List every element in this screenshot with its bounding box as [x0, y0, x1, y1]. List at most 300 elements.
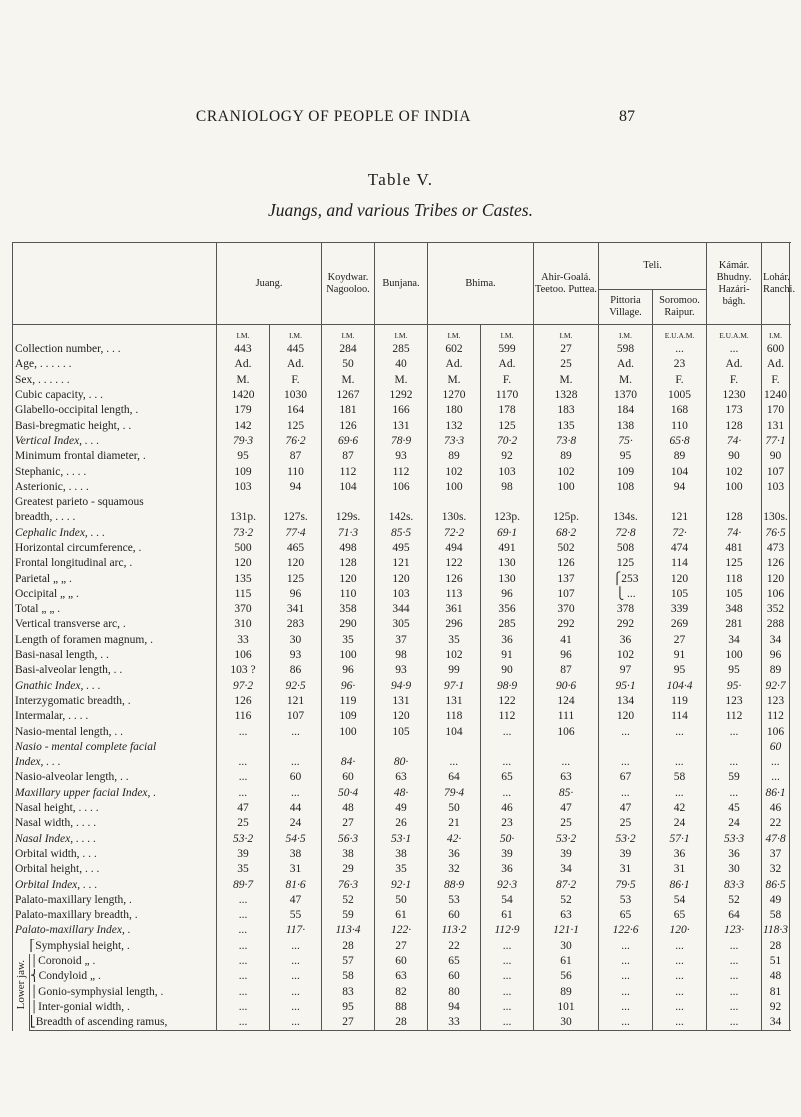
table-cell: 135	[217, 571, 270, 586]
table-cell: 65·8	[653, 434, 707, 449]
table-cell: ...	[599, 724, 653, 739]
table-cell: 47·8	[762, 832, 790, 847]
row-label: │Inter-gonial width, .	[30, 1000, 217, 1015]
table-cell: 63	[375, 770, 428, 785]
table-cell: ...	[270, 755, 322, 770]
table-cell	[707, 495, 762, 510]
table-cell: 91	[481, 648, 534, 663]
table-cell: 358	[322, 602, 375, 617]
table-cell: 53·3	[707, 832, 762, 847]
table-cell: 92	[762, 1000, 790, 1015]
table-cell: ...	[653, 724, 707, 739]
table-cell	[322, 740, 375, 755]
table-cell: 98	[375, 648, 428, 663]
table-cell: M.	[428, 373, 481, 388]
table-cell: ...	[762, 770, 790, 785]
table-cell: 60	[322, 770, 375, 785]
table-cell: 77·1	[762, 434, 790, 449]
table-cell: 42·	[428, 832, 481, 847]
table-cell: 30	[534, 1015, 599, 1031]
row-label	[13, 325, 217, 343]
table-cell: 173	[707, 403, 762, 418]
table-cell: ...	[217, 984, 270, 999]
table-cell: 58	[762, 908, 790, 923]
table-cell: 120	[270, 556, 322, 571]
table-cell: 53	[599, 893, 653, 908]
table-cell: 130s.	[428, 510, 481, 525]
row-label: │Coronoid „ .	[30, 954, 217, 969]
table-cell: 110	[322, 587, 375, 602]
table-cell: 370	[217, 602, 270, 617]
table-cell: 114	[653, 556, 707, 571]
table-cell: 56	[534, 969, 599, 984]
table-cell: 71·3	[322, 526, 375, 541]
table-cell: 131	[762, 418, 790, 433]
table-cell: ...	[534, 755, 599, 770]
table-cell: 283	[270, 617, 322, 632]
table-cell: 491	[481, 541, 534, 556]
table-cell: 500	[217, 541, 270, 556]
table-cell: 126	[217, 694, 270, 709]
table-cell: ...	[653, 1015, 707, 1031]
table-cell: 378	[599, 602, 653, 617]
table-cell: ...	[653, 954, 707, 969]
table-cell: 339	[653, 602, 707, 617]
table-cell: 112	[375, 464, 428, 479]
table-row	[13, 786, 790, 801]
table-cell: 63	[534, 770, 599, 785]
table-cell: ...	[707, 786, 762, 801]
table-cell: 72·	[653, 526, 707, 541]
table-cell: 65	[599, 908, 653, 923]
table-cell: 370	[534, 602, 599, 617]
table-row	[13, 571, 790, 586]
table-cell: Ad.	[762, 357, 790, 372]
table-cell: 92·3	[481, 877, 534, 892]
table-cell: ...	[481, 954, 534, 969]
table-cell: 65	[653, 908, 707, 923]
table-cell: 269	[653, 617, 707, 632]
table-cell: 125	[270, 418, 322, 433]
table-cell: 118	[428, 709, 481, 724]
table-cell: ...	[707, 724, 762, 739]
table-cell: 100	[534, 480, 599, 495]
table-cell: 305	[375, 617, 428, 632]
table-cell: 47	[534, 801, 599, 816]
table-cell: ...	[270, 984, 322, 999]
table-cell: 44	[270, 801, 322, 816]
table-cell: 123	[707, 694, 762, 709]
table-cell: 73·2	[217, 526, 270, 541]
table-cell: ...	[481, 1015, 534, 1031]
table-cell: ...	[270, 1015, 322, 1031]
table-cell	[428, 495, 481, 510]
table-cell: 70·2	[481, 434, 534, 449]
table-cell: 57·1	[653, 832, 707, 847]
table-cell: 32	[428, 862, 481, 877]
table-cell: 47	[599, 801, 653, 816]
table-cell: 72·2	[428, 526, 481, 541]
row-label: Nasal width, . . . .	[13, 816, 217, 831]
row-label: Glabello-occipital length, .	[13, 403, 217, 418]
table-cell: 30	[270, 633, 322, 648]
table-cell: 120	[653, 571, 707, 586]
table-cell: 82	[375, 984, 428, 999]
table-cell: 58	[653, 770, 707, 785]
table-cell: 38	[270, 847, 322, 862]
table-cell: 95	[707, 663, 762, 678]
table-cell: 126	[322, 418, 375, 433]
table-cell: ...	[217, 923, 270, 938]
table-cell: 117·	[270, 923, 322, 938]
table-cell: 95	[599, 449, 653, 464]
table-row	[13, 373, 790, 388]
table-cell: 598	[599, 342, 653, 357]
table-cell: 87	[322, 449, 375, 464]
table-cell: 39	[599, 847, 653, 862]
table-cell: ...	[653, 342, 707, 357]
table-cell: 95·	[707, 679, 762, 694]
table-cell: 76·2	[270, 434, 322, 449]
table-cell: 55	[270, 908, 322, 923]
table-cell: ...	[653, 1000, 707, 1015]
table-cell: 105	[653, 587, 707, 602]
jaw-row	[13, 1015, 790, 1031]
table-cell: ...	[481, 939, 534, 954]
table-cell: 126	[428, 571, 481, 586]
table-row	[13, 357, 790, 372]
table-cell: 39	[534, 847, 599, 862]
table-cell: 86	[270, 663, 322, 678]
table-row	[13, 418, 790, 433]
table-cell: 102	[428, 464, 481, 479]
table-cell: ...	[707, 984, 762, 999]
table-cell: 32	[762, 862, 790, 877]
table-cell: ...	[217, 969, 270, 984]
table-cell: ...	[599, 984, 653, 999]
table-cell: I.M.	[322, 325, 375, 343]
table-cell: 120	[375, 571, 428, 586]
table-cell	[217, 740, 270, 755]
table-cell: F.	[653, 373, 707, 388]
table-cell: 130s.	[762, 510, 790, 525]
table-cell: 87·2	[534, 877, 599, 892]
table-cell: 79·3	[217, 434, 270, 449]
table-cell: 36	[599, 633, 653, 648]
table-cell: ⎧253	[599, 571, 653, 586]
table-cell: ...	[599, 939, 653, 954]
table-cell: 42	[653, 801, 707, 816]
table-row	[13, 464, 790, 479]
table-cell: 92	[481, 449, 534, 464]
table-cell: 284	[322, 342, 375, 357]
table-cell: 47	[217, 801, 270, 816]
table-cell: 87	[270, 449, 322, 464]
table-cell: 24	[270, 816, 322, 831]
table-cell: 36	[707, 847, 762, 862]
table-cell: ...	[481, 755, 534, 770]
col-header-kamar: Kámár. Bhudny. Hazári-bágh.	[707, 243, 762, 325]
table-cell: 104·4	[653, 679, 707, 694]
table-cell: 105	[707, 587, 762, 602]
table-cell: 107	[270, 709, 322, 724]
table-cell: 125	[599, 556, 653, 571]
table-cell: 95·1	[599, 679, 653, 694]
row-label: Intermalar, . . . .	[13, 709, 217, 724]
table-cell: 95	[322, 1000, 375, 1015]
table-row	[13, 663, 790, 678]
table-cell: 128	[707, 510, 762, 525]
table-cell: 61	[375, 908, 428, 923]
row-label: Vertical Index, . . .	[13, 434, 217, 449]
table-cell: 24	[653, 816, 707, 831]
table-cell: 89	[428, 449, 481, 464]
table-cell: ...	[270, 1000, 322, 1015]
table-cell	[599, 740, 653, 755]
table-cell: 88·9	[428, 877, 481, 892]
table-cell: 102	[707, 464, 762, 479]
table-cell: 122·6	[599, 923, 653, 938]
table-cell: 106	[534, 724, 599, 739]
table-cell: 112	[707, 709, 762, 724]
table-cell: 1420	[217, 388, 270, 403]
table-cell: 131	[375, 418, 428, 433]
table-cell: M.	[375, 373, 428, 388]
table-cell	[534, 495, 599, 510]
table-cell: 79·5	[599, 877, 653, 892]
row-label: Length of foramen magnum, .	[13, 633, 217, 648]
table-cell: 90	[707, 449, 762, 464]
table-cell: 170	[762, 403, 790, 418]
table-cell: 94	[270, 480, 322, 495]
table-cell: 109	[599, 464, 653, 479]
table-cell: 23	[481, 816, 534, 831]
table-cell: 166	[375, 403, 428, 418]
table-cell: 90	[481, 663, 534, 678]
running-head	[72, 108, 635, 128]
table-cell: 109	[217, 464, 270, 479]
table-cell: 25	[534, 357, 599, 372]
table-cell: ...	[707, 342, 762, 357]
table-row	[13, 617, 790, 632]
table-row	[13, 541, 790, 556]
table-cell: 113·2	[428, 923, 481, 938]
table-cell: ...	[653, 969, 707, 984]
table-cell: 116	[217, 709, 270, 724]
table-cell: 97	[599, 663, 653, 678]
table-cell	[322, 495, 375, 510]
table-cell: 77·4	[270, 526, 322, 541]
table-cell: 120	[217, 556, 270, 571]
table-cell: 142s.	[375, 510, 428, 525]
col-header-ahir: Ahir-Goalá. Teetoo. Puttea.	[534, 243, 599, 325]
row-label: Basi-nasal length, . .	[13, 648, 217, 663]
table-cell: 1370	[599, 388, 653, 403]
table-cell: ...	[217, 1015, 270, 1031]
table-cell: ...	[217, 1000, 270, 1015]
row-label: Gnathic Index, . . .	[13, 679, 217, 694]
table-cell: 95	[653, 663, 707, 678]
table-cell: 131p.	[217, 510, 270, 525]
table-cell: 94	[653, 480, 707, 495]
table-row	[13, 388, 790, 403]
table-cell: 81·6	[270, 877, 322, 892]
table-cell: 96	[481, 587, 534, 602]
table-row	[13, 801, 790, 816]
col-header-teli-pittoria: Pittoria Village.	[599, 290, 653, 325]
header-corner	[13, 243, 217, 325]
table-cell: 27	[322, 816, 375, 831]
table-cell	[375, 495, 428, 510]
table-cell: 103	[762, 480, 790, 495]
table-row	[13, 648, 790, 663]
table-cell: 69·6	[322, 434, 375, 449]
row-label: Stephanic, . . . .	[13, 464, 217, 479]
table-cell: 361	[428, 602, 481, 617]
table-body	[13, 325, 790, 1031]
table-cell: Ad.	[217, 357, 270, 372]
table-cell: 36	[481, 633, 534, 648]
table-cell: 602	[428, 342, 481, 357]
table-cell: 112	[481, 709, 534, 724]
table-cell: 57	[322, 954, 375, 969]
table-row	[13, 816, 790, 831]
table-cell: 41	[534, 633, 599, 648]
row-label: Parietal „ „ .	[13, 571, 217, 586]
table-cell: 110	[270, 464, 322, 479]
table-cell: ...	[270, 969, 322, 984]
table-cell: 49	[762, 893, 790, 908]
table-cell: 108	[599, 480, 653, 495]
table-cell: 178	[481, 403, 534, 418]
table-cell: 352	[762, 602, 790, 617]
table-cell: 38	[375, 847, 428, 862]
table-cell: 131	[428, 694, 481, 709]
data-table-container	[12, 242, 796, 1031]
table-cell: 183	[534, 403, 599, 418]
table-cell: 100	[322, 724, 375, 739]
table-cell: 80	[428, 984, 481, 999]
table-cell: 100	[707, 480, 762, 495]
table-cell: 1230	[707, 388, 762, 403]
table-cell: 292	[599, 617, 653, 632]
table-row	[13, 724, 790, 739]
table-cell	[481, 495, 534, 510]
table-cell: 109	[322, 709, 375, 724]
table-cell: 105	[375, 724, 428, 739]
table-cell	[270, 740, 322, 755]
table-cell: ⎩ ...	[599, 587, 653, 602]
row-label: Frontal longitudinal arc, .	[13, 556, 217, 571]
table-cell: 106	[762, 724, 790, 739]
table-cell: 445	[270, 342, 322, 357]
table-row	[13, 587, 790, 602]
table-cell: 54	[481, 893, 534, 908]
table-cell: 89	[534, 449, 599, 464]
table-cell: ...	[707, 939, 762, 954]
table-cell: F.	[762, 373, 790, 388]
table-cell: 45	[707, 801, 762, 816]
table-cell: 85·5	[375, 526, 428, 541]
table-row	[13, 449, 790, 464]
table-cell: 103	[481, 464, 534, 479]
row-label: Palato-maxillary breadth, .	[13, 908, 217, 923]
table-cell: 39	[481, 847, 534, 862]
table-cell: 92·7	[762, 679, 790, 694]
jaw-row	[13, 1000, 790, 1015]
table-cell: 30	[707, 862, 762, 877]
table-cell: 96	[322, 663, 375, 678]
table-row	[13, 755, 790, 770]
table-cell: 22	[428, 939, 481, 954]
table-cell: ...	[217, 724, 270, 739]
table-cell: 181	[322, 403, 375, 418]
table-cell: 123·	[707, 923, 762, 938]
jaw-row	[13, 954, 790, 969]
table-cell: 93	[270, 648, 322, 663]
table-cell: ...	[217, 893, 270, 908]
table-row	[13, 923, 790, 938]
table-cell: 65	[428, 954, 481, 969]
jaw-row	[13, 969, 790, 984]
table-cell: 74·	[707, 526, 762, 541]
row-label: Asterionic, . . . .	[13, 480, 217, 495]
table-cell: ...	[217, 908, 270, 923]
table-cell: 73·3	[428, 434, 481, 449]
table-cell: 37	[375, 633, 428, 648]
table-cell: 125	[707, 556, 762, 571]
table-cell: 1030	[270, 388, 322, 403]
table-cell: 52	[707, 893, 762, 908]
table-cell: 122	[481, 694, 534, 709]
table-cell: 481	[707, 541, 762, 556]
table-cell: 36	[481, 862, 534, 877]
table-cell: ...	[653, 786, 707, 801]
table-cell: ...	[217, 755, 270, 770]
unit-row	[13, 325, 790, 343]
table-cell: 94·9	[375, 679, 428, 694]
table-cell: Ad.	[599, 357, 653, 372]
row-label: ⎡Symphysial height, .	[30, 939, 217, 954]
table-cell: 60	[270, 770, 322, 785]
table-cell: 124	[534, 694, 599, 709]
table-cell: 27	[375, 939, 428, 954]
table-cell: 74·	[707, 434, 762, 449]
table-cell: 130	[481, 571, 534, 586]
table-cell: Ad.	[270, 357, 322, 372]
row-label: Interzygomatic breadth, .	[13, 694, 217, 709]
table-cell: 119	[653, 694, 707, 709]
table-cell: 114	[653, 709, 707, 724]
table-cell: 88	[375, 1000, 428, 1015]
table-row	[13, 526, 790, 541]
table-cell: 54	[653, 893, 707, 908]
row-label: Orbital Index, . . .	[13, 877, 217, 892]
table-cell: 40	[375, 357, 428, 372]
row-label: Occipital „ „ .	[13, 587, 217, 602]
table-cell: 120	[599, 709, 653, 724]
table-cell: ...	[428, 755, 481, 770]
table-cell: 126	[762, 556, 790, 571]
table-cell: 78·9	[375, 434, 428, 449]
table-cell: I.M.	[270, 325, 322, 343]
table-cell: E.U.A.M.	[653, 325, 707, 343]
table-cell: 1328	[534, 388, 599, 403]
table-cell: ...	[217, 939, 270, 954]
table-cell: ...	[599, 1015, 653, 1031]
table-cell: 107	[534, 587, 599, 602]
table-cell: 50·	[481, 832, 534, 847]
